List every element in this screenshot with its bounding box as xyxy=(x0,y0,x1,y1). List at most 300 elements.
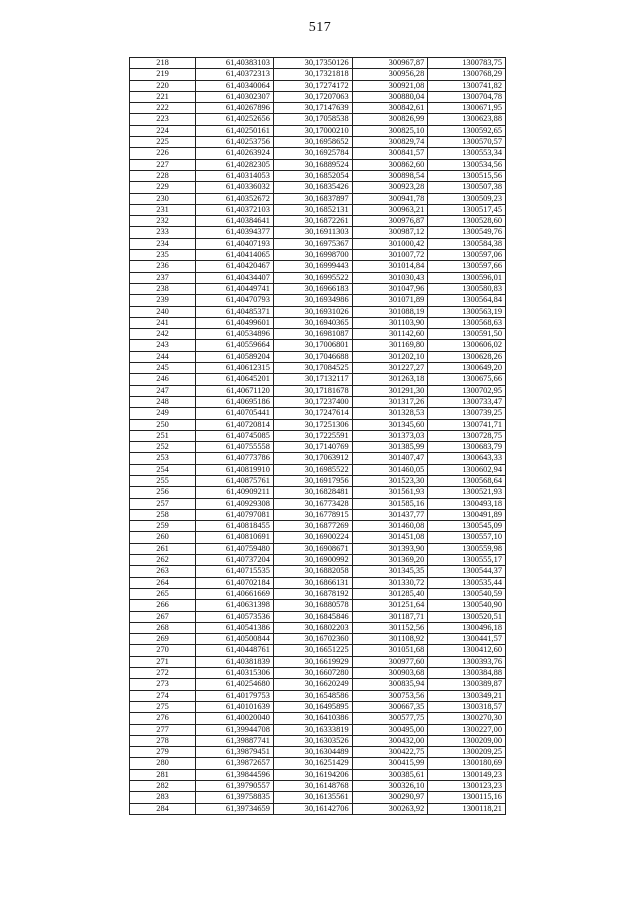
x-coordinate-cell: 301187,71 xyxy=(352,611,428,622)
latitude-cell: 61,40420467 xyxy=(196,261,274,272)
point-number-cell: 247 xyxy=(130,385,196,396)
point-number-cell: 265 xyxy=(130,588,196,599)
x-coordinate-cell: 301030,43 xyxy=(352,272,428,283)
table-row xyxy=(130,442,506,453)
latitude-cell: 61,40702184 xyxy=(196,577,274,588)
x-coordinate-cell: 301585,16 xyxy=(352,498,428,509)
table-row xyxy=(130,204,506,215)
y-coordinate-cell: 1300534,56 xyxy=(428,159,506,170)
point-number-cell: 246 xyxy=(130,374,196,385)
longitude-cell: 30,16908671 xyxy=(273,543,352,554)
longitude-cell: 30,16872261 xyxy=(273,216,352,227)
y-coordinate-cell: 1300649,20 xyxy=(428,363,506,374)
point-number-cell: 248 xyxy=(130,396,196,407)
latitude-cell: 61,40500844 xyxy=(196,634,274,645)
table-row xyxy=(130,611,506,622)
longitude-cell: 30,16998700 xyxy=(273,250,352,261)
table-row xyxy=(130,137,506,148)
point-number-cell: 262 xyxy=(130,555,196,566)
longitude-cell: 30,16773428 xyxy=(273,498,352,509)
table-row xyxy=(130,724,506,735)
table-row xyxy=(130,577,506,588)
point-number-cell: 229 xyxy=(130,182,196,193)
x-coordinate-cell: 300835,94 xyxy=(352,679,428,690)
y-coordinate-cell: 1300507,38 xyxy=(428,182,506,193)
point-number-cell: 241 xyxy=(130,317,196,328)
x-coordinate-cell: 300903,68 xyxy=(352,668,428,679)
longitude-cell: 30,16889524 xyxy=(273,159,352,170)
table-row xyxy=(130,238,506,249)
latitude-cell: 61,40340064 xyxy=(196,80,274,91)
x-coordinate-cell: 301285,40 xyxy=(352,588,428,599)
y-coordinate-cell: 1300728,75 xyxy=(428,430,506,441)
x-coordinate-cell: 300495,00 xyxy=(352,724,428,735)
y-coordinate-cell: 1300549,76 xyxy=(428,227,506,238)
coordinates-table-body xyxy=(130,58,506,815)
y-coordinate-cell: 1300535,44 xyxy=(428,577,506,588)
table-row xyxy=(130,634,506,645)
point-number-cell: 256 xyxy=(130,487,196,498)
latitude-cell: 61,40263924 xyxy=(196,148,274,159)
point-number-cell: 272 xyxy=(130,668,196,679)
point-number-cell: 258 xyxy=(130,509,196,520)
latitude-cell: 61,40336032 xyxy=(196,182,274,193)
latitude-cell: 61,40631398 xyxy=(196,600,274,611)
point-number-cell: 236 xyxy=(130,261,196,272)
y-coordinate-cell: 1300597,06 xyxy=(428,250,506,261)
point-number-cell: 219 xyxy=(130,69,196,80)
x-coordinate-cell: 300977,60 xyxy=(352,656,428,667)
x-coordinate-cell: 301317,26 xyxy=(352,396,428,407)
latitude-cell: 61,40282305 xyxy=(196,159,274,170)
y-coordinate-cell: 1300270,30 xyxy=(428,713,506,724)
point-number-cell: 251 xyxy=(130,430,196,441)
latitude-cell: 61,40705441 xyxy=(196,408,274,419)
x-coordinate-cell: 300415,99 xyxy=(352,758,428,769)
point-number-cell: 270 xyxy=(130,645,196,656)
latitude-cell: 61,40314053 xyxy=(196,170,274,181)
y-coordinate-cell: 1300393,76 xyxy=(428,656,506,667)
y-coordinate-cell: 1300555,17 xyxy=(428,555,506,566)
latitude-cell: 61,40818455 xyxy=(196,521,274,532)
point-number-cell: 218 xyxy=(130,58,196,69)
x-coordinate-cell: 300941,78 xyxy=(352,193,428,204)
table-row xyxy=(130,792,506,803)
x-coordinate-cell: 300963,21 xyxy=(352,204,428,215)
point-number-cell: 221 xyxy=(130,91,196,102)
x-coordinate-cell: 301451,08 xyxy=(352,532,428,543)
y-coordinate-cell: 1300584,38 xyxy=(428,238,506,249)
x-coordinate-cell: 300976,87 xyxy=(352,216,428,227)
y-coordinate-cell: 1300149,23 xyxy=(428,769,506,780)
y-coordinate-cell: 1300123,23 xyxy=(428,781,506,792)
y-coordinate-cell: 1300570,57 xyxy=(428,137,506,148)
x-coordinate-cell: 300385,61 xyxy=(352,769,428,780)
point-number-cell: 267 xyxy=(130,611,196,622)
latitude-cell: 61,40449741 xyxy=(196,283,274,294)
longitude-cell: 30,16845846 xyxy=(273,611,352,622)
longitude-cell: 30,16702360 xyxy=(273,634,352,645)
y-coordinate-cell: 1300180,69 xyxy=(428,758,506,769)
y-coordinate-cell: 1300491,89 xyxy=(428,509,506,520)
latitude-cell: 61,39872657 xyxy=(196,758,274,769)
x-coordinate-cell: 301460,08 xyxy=(352,521,428,532)
table-row xyxy=(130,713,506,724)
longitude-cell: 30,16911303 xyxy=(273,227,352,238)
longitude-cell: 30,16835426 xyxy=(273,182,352,193)
x-coordinate-cell: 300263,92 xyxy=(352,803,428,814)
longitude-cell: 30,17140769 xyxy=(273,442,352,453)
longitude-cell: 30,16620249 xyxy=(273,679,352,690)
latitude-cell: 61,40414065 xyxy=(196,250,274,261)
table-row xyxy=(130,374,506,385)
y-coordinate-cell: 1300606,02 xyxy=(428,340,506,351)
x-coordinate-cell: 301561,93 xyxy=(352,487,428,498)
point-number-cell: 222 xyxy=(130,103,196,114)
latitude-cell: 61,40645201 xyxy=(196,374,274,385)
x-coordinate-cell: 300956,28 xyxy=(352,69,428,80)
table-row xyxy=(130,272,506,283)
x-coordinate-cell: 300842,61 xyxy=(352,103,428,114)
longitude-cell: 30,16802203 xyxy=(273,622,352,633)
x-coordinate-cell: 301103,90 xyxy=(352,317,428,328)
latitude-cell: 61,40179753 xyxy=(196,690,274,701)
latitude-cell: 61,40720814 xyxy=(196,419,274,430)
table-row xyxy=(130,216,506,227)
point-number-cell: 263 xyxy=(130,566,196,577)
table-row xyxy=(130,193,506,204)
point-number-cell: 253 xyxy=(130,453,196,464)
longitude-cell: 30,17063912 xyxy=(273,453,352,464)
x-coordinate-cell: 300825,10 xyxy=(352,125,428,136)
point-number-cell: 239 xyxy=(130,295,196,306)
table-row xyxy=(130,690,506,701)
table-row xyxy=(130,148,506,159)
point-number-cell: 220 xyxy=(130,80,196,91)
point-number-cell: 235 xyxy=(130,250,196,261)
x-coordinate-cell: 301373,03 xyxy=(352,430,428,441)
y-coordinate-cell: 1300517,45 xyxy=(428,204,506,215)
latitude-cell: 61,40534896 xyxy=(196,329,274,340)
x-coordinate-cell: 301227,27 xyxy=(352,363,428,374)
longitude-cell: 30,16837897 xyxy=(273,193,352,204)
latitude-cell: 61,39734659 xyxy=(196,803,274,814)
y-coordinate-cell: 1300563,19 xyxy=(428,306,506,317)
y-coordinate-cell: 1300509,23 xyxy=(428,193,506,204)
point-number-cell: 261 xyxy=(130,543,196,554)
x-coordinate-cell: 301007,72 xyxy=(352,250,428,261)
point-number-cell: 255 xyxy=(130,475,196,486)
y-coordinate-cell: 1300683,79 xyxy=(428,442,506,453)
table-row xyxy=(130,159,506,170)
latitude-cell: 61,39879451 xyxy=(196,747,274,758)
table-row xyxy=(130,679,506,690)
latitude-cell: 61,40671120 xyxy=(196,385,274,396)
table-row xyxy=(130,80,506,91)
latitude-cell: 61,40589204 xyxy=(196,351,274,362)
latitude-cell: 61,39758835 xyxy=(196,792,274,803)
table-row xyxy=(130,58,506,69)
table-row xyxy=(130,69,506,80)
table-row xyxy=(130,329,506,340)
table-row xyxy=(130,600,506,611)
latitude-cell: 61,40020040 xyxy=(196,713,274,724)
x-coordinate-cell: 300880,04 xyxy=(352,91,428,102)
x-coordinate-cell: 301345,35 xyxy=(352,566,428,577)
y-coordinate-cell: 1300564,84 xyxy=(428,295,506,306)
x-coordinate-cell: 301263,18 xyxy=(352,374,428,385)
longitude-cell: 30,17321818 xyxy=(273,69,352,80)
x-coordinate-cell: 301328,53 xyxy=(352,408,428,419)
point-number-cell: 226 xyxy=(130,148,196,159)
longitude-cell: 30,17225591 xyxy=(273,430,352,441)
y-coordinate-cell: 1300597,66 xyxy=(428,261,506,272)
latitude-cell: 61,39944708 xyxy=(196,724,274,735)
x-coordinate-cell: 301169,80 xyxy=(352,340,428,351)
coordinates-table xyxy=(129,57,506,815)
table-row xyxy=(130,453,506,464)
longitude-cell: 30,16966183 xyxy=(273,283,352,294)
x-coordinate-cell: 300667,35 xyxy=(352,701,428,712)
y-coordinate-cell: 1300702,95 xyxy=(428,385,506,396)
point-number-cell: 266 xyxy=(130,600,196,611)
point-number-cell: 269 xyxy=(130,634,196,645)
longitude-cell: 30,17000210 xyxy=(273,125,352,136)
longitude-cell: 30,16135561 xyxy=(273,792,352,803)
x-coordinate-cell: 300898,54 xyxy=(352,170,428,181)
longitude-cell: 30,16940365 xyxy=(273,317,352,328)
latitude-cell: 61,40302307 xyxy=(196,91,274,102)
y-coordinate-cell: 1300540,90 xyxy=(428,600,506,611)
longitude-cell: 30,17251306 xyxy=(273,419,352,430)
y-coordinate-cell: 1300643,33 xyxy=(428,453,506,464)
point-number-cell: 284 xyxy=(130,803,196,814)
table-row xyxy=(130,475,506,486)
y-coordinate-cell: 1300227,00 xyxy=(428,724,506,735)
longitude-cell: 30,16882058 xyxy=(273,566,352,577)
longitude-cell: 30,16917956 xyxy=(273,475,352,486)
x-coordinate-cell: 300753,56 xyxy=(352,690,428,701)
latitude-cell: 61,40909211 xyxy=(196,487,274,498)
table-row xyxy=(130,419,506,430)
latitude-cell: 61,40267896 xyxy=(196,103,274,114)
point-number-cell: 231 xyxy=(130,204,196,215)
y-coordinate-cell: 1300733,47 xyxy=(428,396,506,407)
x-coordinate-cell: 301051,68 xyxy=(352,645,428,656)
table-row xyxy=(130,566,506,577)
latitude-cell: 61,40254680 xyxy=(196,679,274,690)
y-coordinate-cell: 1300741,71 xyxy=(428,419,506,430)
x-coordinate-cell: 300987,12 xyxy=(352,227,428,238)
point-number-cell: 244 xyxy=(130,351,196,362)
table-row xyxy=(130,464,506,475)
longitude-cell: 30,16975367 xyxy=(273,238,352,249)
table-row xyxy=(130,555,506,566)
x-coordinate-cell: 300841,57 xyxy=(352,148,428,159)
latitude-cell: 61,40797081 xyxy=(196,509,274,520)
x-coordinate-cell: 300923,28 xyxy=(352,182,428,193)
longitude-cell: 30,17084525 xyxy=(273,363,352,374)
point-number-cell: 237 xyxy=(130,272,196,283)
point-number-cell: 257 xyxy=(130,498,196,509)
y-coordinate-cell: 1300441,57 xyxy=(428,634,506,645)
longitude-cell: 30,17350126 xyxy=(273,58,352,69)
x-coordinate-cell: 301014,84 xyxy=(352,261,428,272)
y-coordinate-cell: 1300553,34 xyxy=(428,148,506,159)
longitude-cell: 30,16251429 xyxy=(273,758,352,769)
table-row xyxy=(130,283,506,294)
longitude-cell: 30,16934986 xyxy=(273,295,352,306)
y-coordinate-cell: 1300568,63 xyxy=(428,317,506,328)
table-row xyxy=(130,103,506,114)
latitude-cell: 61,40383103 xyxy=(196,58,274,69)
point-number-cell: 238 xyxy=(130,283,196,294)
y-coordinate-cell: 1300741,82 xyxy=(428,80,506,91)
longitude-cell: 30,16142706 xyxy=(273,803,352,814)
x-coordinate-cell: 301291,30 xyxy=(352,385,428,396)
latitude-cell: 61,40448761 xyxy=(196,645,274,656)
latitude-cell: 61,40485371 xyxy=(196,306,274,317)
latitude-cell: 61,40612315 xyxy=(196,363,274,374)
x-coordinate-cell: 300862,60 xyxy=(352,159,428,170)
table-row xyxy=(130,735,506,746)
y-coordinate-cell: 1300389,87 xyxy=(428,679,506,690)
y-coordinate-cell: 1300545,09 xyxy=(428,521,506,532)
x-coordinate-cell: 301088,19 xyxy=(352,306,428,317)
x-coordinate-cell: 300967,87 xyxy=(352,58,428,69)
longitude-cell: 30,16303526 xyxy=(273,735,352,746)
x-coordinate-cell: 301251,64 xyxy=(352,600,428,611)
table-row xyxy=(130,498,506,509)
longitude-cell: 30,17207063 xyxy=(273,91,352,102)
latitude-cell: 61,40755558 xyxy=(196,442,274,453)
x-coordinate-cell: 301407,47 xyxy=(352,453,428,464)
x-coordinate-cell: 301393,90 xyxy=(352,543,428,554)
table-row xyxy=(130,769,506,780)
x-coordinate-cell: 301142,60 xyxy=(352,329,428,340)
y-coordinate-cell: 1300628,26 xyxy=(428,351,506,362)
table-row xyxy=(130,396,506,407)
latitude-cell: 61,40381839 xyxy=(196,656,274,667)
longitude-cell: 30,17274172 xyxy=(273,80,352,91)
longitude-cell: 30,16931026 xyxy=(273,306,352,317)
longitude-cell: 30,17046688 xyxy=(273,351,352,362)
latitude-cell: 61,39844596 xyxy=(196,769,274,780)
point-number-cell: 264 xyxy=(130,577,196,588)
table-row xyxy=(130,385,506,396)
table-row xyxy=(130,170,506,181)
y-coordinate-cell: 1300412,60 xyxy=(428,645,506,656)
latitude-cell: 61,40394377 xyxy=(196,227,274,238)
point-number-cell: 283 xyxy=(130,792,196,803)
point-number-cell: 276 xyxy=(130,713,196,724)
y-coordinate-cell: 1300623,88 xyxy=(428,114,506,125)
longitude-cell: 30,16148768 xyxy=(273,781,352,792)
point-number-cell: 232 xyxy=(130,216,196,227)
latitude-cell: 61,40250161 xyxy=(196,125,274,136)
x-coordinate-cell: 300326,10 xyxy=(352,781,428,792)
table-row xyxy=(130,588,506,599)
longitude-cell: 30,17247614 xyxy=(273,408,352,419)
longitude-cell: 30,17147639 xyxy=(273,103,352,114)
longitude-cell: 30,16194206 xyxy=(273,769,352,780)
longitude-cell: 30,16878192 xyxy=(273,588,352,599)
x-coordinate-cell: 300422,75 xyxy=(352,747,428,758)
longitude-cell: 30,16925784 xyxy=(273,148,352,159)
point-number-cell: 234 xyxy=(130,238,196,249)
latitude-cell: 61,40695186 xyxy=(196,396,274,407)
table-row xyxy=(130,781,506,792)
y-coordinate-cell: 1300540,59 xyxy=(428,588,506,599)
table-row xyxy=(130,430,506,441)
point-number-cell: 249 xyxy=(130,408,196,419)
point-number-cell: 227 xyxy=(130,159,196,170)
y-coordinate-cell: 1300557,10 xyxy=(428,532,506,543)
point-number-cell: 278 xyxy=(130,735,196,746)
y-coordinate-cell: 1300580,83 xyxy=(428,283,506,294)
point-number-cell: 274 xyxy=(130,690,196,701)
latitude-cell: 61,40929308 xyxy=(196,498,274,509)
y-coordinate-cell: 1300592,65 xyxy=(428,125,506,136)
longitude-cell: 30,16852054 xyxy=(273,170,352,181)
longitude-cell: 30,16900992 xyxy=(273,555,352,566)
longitude-cell: 30,16619929 xyxy=(273,656,352,667)
longitude-cell: 30,16828481 xyxy=(273,487,352,498)
point-number-cell: 252 xyxy=(130,442,196,453)
longitude-cell: 30,16985522 xyxy=(273,464,352,475)
x-coordinate-cell: 301437,77 xyxy=(352,509,428,520)
point-number-cell: 243 xyxy=(130,340,196,351)
table-row xyxy=(130,306,506,317)
longitude-cell: 30,16410386 xyxy=(273,713,352,724)
longitude-cell: 30,16877269 xyxy=(273,521,352,532)
longitude-cell: 30,16852131 xyxy=(273,204,352,215)
longitude-cell: 30,16866131 xyxy=(273,577,352,588)
latitude-cell: 61,40253756 xyxy=(196,137,274,148)
y-coordinate-cell: 1300783,75 xyxy=(428,58,506,69)
longitude-cell: 30,16333819 xyxy=(273,724,352,735)
x-coordinate-cell: 301330,72 xyxy=(352,577,428,588)
table-row xyxy=(130,295,506,306)
table-row xyxy=(130,114,506,125)
longitude-cell: 30,17181678 xyxy=(273,385,352,396)
latitude-cell: 61,40759480 xyxy=(196,543,274,554)
table-row xyxy=(130,668,506,679)
table-row xyxy=(130,408,506,419)
longitude-cell: 30,16651225 xyxy=(273,645,352,656)
latitude-cell: 61,40745085 xyxy=(196,430,274,441)
latitude-cell: 61,40352672 xyxy=(196,193,274,204)
latitude-cell: 61,40252656 xyxy=(196,114,274,125)
y-coordinate-cell: 1300704,78 xyxy=(428,91,506,102)
point-number-cell: 277 xyxy=(130,724,196,735)
latitude-cell: 61,40499601 xyxy=(196,317,274,328)
point-number-cell: 271 xyxy=(130,656,196,667)
point-number-cell: 279 xyxy=(130,747,196,758)
latitude-cell: 61,40315306 xyxy=(196,668,274,679)
table-row xyxy=(130,509,506,520)
longitude-cell: 30,16548586 xyxy=(273,690,352,701)
y-coordinate-cell: 1300118,21 xyxy=(428,803,506,814)
longitude-cell: 30,16981087 xyxy=(273,329,352,340)
longitude-cell: 30,16495895 xyxy=(273,701,352,712)
longitude-cell: 30,16995522 xyxy=(273,272,352,283)
longitude-cell: 30,16999443 xyxy=(273,261,352,272)
table-row xyxy=(130,340,506,351)
y-coordinate-cell: 1300671,95 xyxy=(428,103,506,114)
point-number-cell: 281 xyxy=(130,769,196,780)
table-row xyxy=(130,487,506,498)
